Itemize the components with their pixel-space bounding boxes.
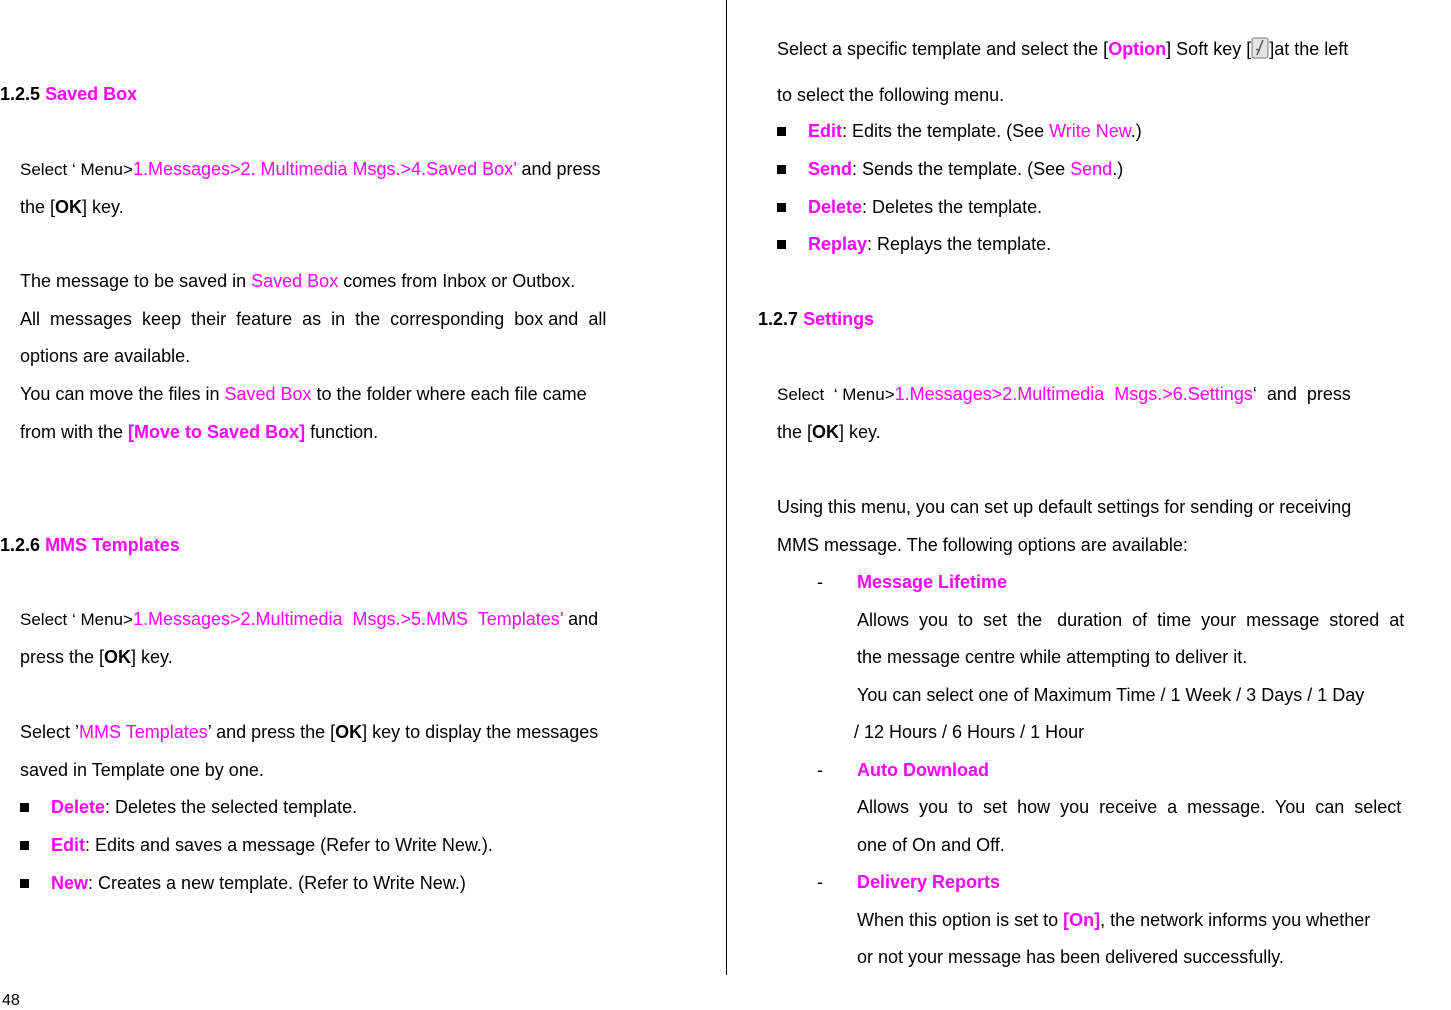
option-description: Allows you to set how you receive a message. You can select	[857, 797, 1402, 817]
list-item: Edit: Edits the template. (See Write New.)	[777, 121, 1142, 141]
section-title: MMS Templates	[45, 535, 180, 555]
paragraph-line: press the [OK] key.	[20, 647, 173, 667]
option-description: You can select one of Maximum Time / 1 Week / 3 Days / 1 Day	[857, 685, 1365, 705]
paragraph-line: All messages keep their feature as in the corresponding box and all	[20, 309, 607, 329]
right-column	[760, 0, 1450, 1010]
bullet-square-icon	[20, 879, 29, 888]
paragraph-menu-path: Select ‘ Menu>1.Messages>2.Multimedia Msgs.>6.Settings‘ and press	[777, 384, 1351, 404]
section-heading-1-2-5: 1.2.5 Saved Box	[0, 84, 138, 104]
paragraph-line: to select the following menu.	[777, 85, 1005, 105]
list-item: Delete: Deletes the template.	[777, 197, 1042, 217]
paragraph-line: the [OK] key.	[777, 422, 881, 442]
option-label: Message Lifetime	[857, 572, 1008, 592]
paragraph-line: Select a specific template and select the [Option] Soft key [ ]at the left	[777, 39, 1349, 59]
option-dash: -	[817, 760, 823, 780]
option-dash: -	[817, 572, 823, 592]
left-column	[0, 0, 700, 1010]
option-description: one of On and Off.	[857, 835, 1005, 855]
paragraph-line: MMS message. The following options are available:	[777, 535, 1188, 555]
bullet-square-icon	[777, 165, 786, 174]
option-label: Delivery Reports	[857, 872, 1001, 892]
paragraph-menu-path: Select ‘ Menu>1.Messages>2. Multimedia Msgs.>4.Saved Box’ and press	[20, 159, 601, 179]
paragraph-line: options are available.	[20, 346, 191, 366]
list-item: Delete: Deletes the selected template.	[20, 797, 357, 817]
paragraph-line: saved in Template one by one.	[20, 760, 264, 780]
section-title: Settings	[803, 309, 875, 329]
list-item: Send: Sends the template. (See Send.)	[777, 159, 1123, 179]
option-description: / 12 Hours / 6 Hours / 1 Hour	[854, 722, 1085, 742]
paragraph-line: You can move the files in Saved Box to the folder where each file came	[20, 384, 587, 404]
paragraph-line: from with the [Move to Saved Box] function.	[20, 422, 379, 442]
bullet-square-icon	[20, 841, 29, 850]
paragraph-line: Using this menu, you can set up default settings for sending or receiving	[777, 497, 1352, 517]
list-item: Replay: Replays the template.	[777, 234, 1051, 254]
page-number: 48	[2, 992, 20, 1009]
column-divider	[726, 0, 727, 975]
option-label: Auto Download	[857, 760, 989, 780]
soft-key-icon	[1251, 37, 1269, 59]
section-heading-1-2-7: 1.2.7 Settings	[758, 309, 875, 329]
option-description: When this option is set to [On], the network informs you whether	[857, 910, 1371, 930]
option-description: Allows you to set the duration of time your message stored at	[857, 610, 1405, 630]
option-description: or not your message has been delivered successfully.	[857, 947, 1284, 967]
section-heading-1-2-6: 1.2.6 MMS Templates	[0, 535, 180, 555]
option-dash: -	[817, 872, 823, 892]
bullet-square-icon	[777, 203, 786, 212]
paragraph-line: Select ’MMS Templates’ and press the [OK] key to display the messages	[20, 722, 599, 742]
paragraph-menu-path: Select ‘ Menu>1.Messages>2.Multimedia Msgs.>5.MMS Templates’ and	[20, 609, 599, 629]
option-description: the message centre while attempting to deliver it.	[857, 647, 1248, 667]
paragraph-line: The message to be saved in Saved Box comes from Inbox or Outbox.	[20, 271, 576, 291]
bullet-square-icon	[777, 127, 786, 136]
list-item: Edit: Edits and saves a message (Refer to Write New.).	[20, 835, 493, 855]
bullet-square-icon	[20, 803, 29, 812]
list-item: New: Creates a new template. (Refer to Write New.)	[20, 873, 466, 893]
bullet-square-icon	[777, 240, 786, 249]
paragraph-line: the [OK] key.	[20, 197, 124, 217]
section-title: Saved Box	[45, 84, 138, 104]
